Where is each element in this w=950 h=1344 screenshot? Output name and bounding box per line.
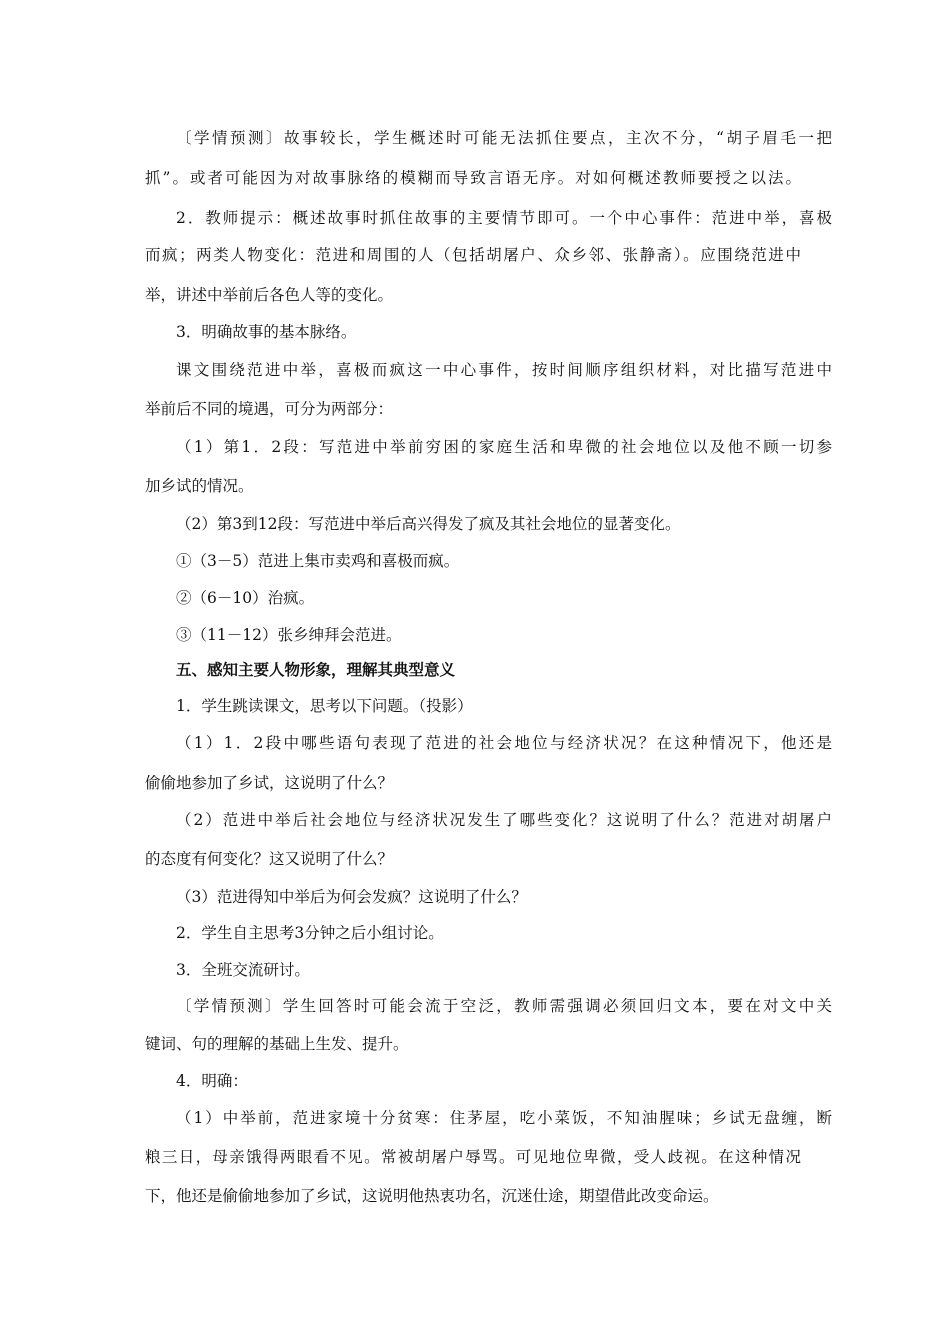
text-line: 4．明确： — [176, 1072, 248, 1090]
text-line: 的态度有何变化？这又说明了什么？ — [145, 850, 394, 868]
text-line: 抓”。或者可能因为对故事脉络的模糊而导致言语无序。对如何概述教师要授之以法。 — [145, 169, 801, 187]
text-line: 课文围绕范进中举，喜极而疯这一中心事件，按时间顺序组织材料，对比描写范进中 — [176, 361, 832, 379]
text-line: 举，讲述中举前后各色人等的变化。 — [145, 286, 394, 304]
text-line: 举前后不同的境遇，可分为两部分： — [145, 400, 394, 418]
text-line: 2．教师提示：概述故事时抓住故事的主要情节即可。一个中心事件：范进中举，喜极 — [176, 209, 832, 227]
text-line: ③（11－12）张乡绅拜会范进。 — [176, 626, 402, 644]
text-line: （1）第1．2段：写范进中举前穷困的家庭生活和卑微的社会地位以及他不顾一切参 — [176, 438, 832, 456]
text-line: 而疯；两类人物变化：范进和周围的人（包括胡屠户、众乡邻、张静斋）。应围绕范进中 — [145, 246, 801, 264]
text-line: （3）范进得知中举后为何会发疯？这说明了什么？ — [176, 888, 527, 906]
text-line: ①（3－5）范进上集市卖鸡和喜极而疯。 — [176, 552, 460, 570]
text-line: 1．学生跳读课文，思考以下问题。（投影） — [176, 697, 473, 715]
text-line: （2）范进中举后社会地位与经济状况发生了哪些变化？这说明了什么？范进对胡屠户 — [176, 811, 832, 829]
text-line: 键词、句的理解的基础上生发、提升。 — [145, 1035, 409, 1053]
text-line: （1）中举前，范进家境十分贫寒：住茅屋，吃小菜饭，不知油腥味；乡试无盘缠，断 — [176, 1109, 832, 1127]
text-line: 3．明确故事的基本脉络。 — [176, 323, 357, 341]
text-line: 2．学生自主思考3分钟之后小组讨论。 — [176, 924, 444, 942]
text-line: ②（6－10）治疯。 — [176, 589, 315, 607]
text-line: （1）1．2段中哪些语句表现了范进的社会地位与经济状况？在这种情况下，他还是 — [176, 734, 832, 752]
text-line: 偷偷地参加了乡试，这说明了什么？ — [145, 774, 394, 792]
text-line: 下，他还是偷偷地参加了乡试，这说明他热衷功名，沉迷仕途，期望借此改变命运。 — [145, 1187, 719, 1205]
text-line: 〔学情预测〕故事较长，学生概述时可能无法抓住要点，主次不分，“胡子眉毛一把 — [176, 129, 832, 147]
text-line: 3．全班交流研讨。 — [176, 961, 310, 979]
section-heading: 五、感知主要人物形象，理解其典型意义 — [176, 660, 456, 679]
text-line: 加乡试的情况。 — [145, 477, 254, 495]
text-line: （2）第3到12段：写范进中举后高兴得发了疯及其社会地位的显著变化。 — [176, 515, 681, 533]
text-line: 粮三日，母亲饿得两眼看不见。常被胡屠户辱骂。可见地位卑微，受人歧视。在这种情况 — [145, 1148, 801, 1166]
text-line: 〔学情预测〕学生回答时可能会流于空泛，教师需强调必须回归文本，要在对文中关 — [176, 997, 832, 1015]
